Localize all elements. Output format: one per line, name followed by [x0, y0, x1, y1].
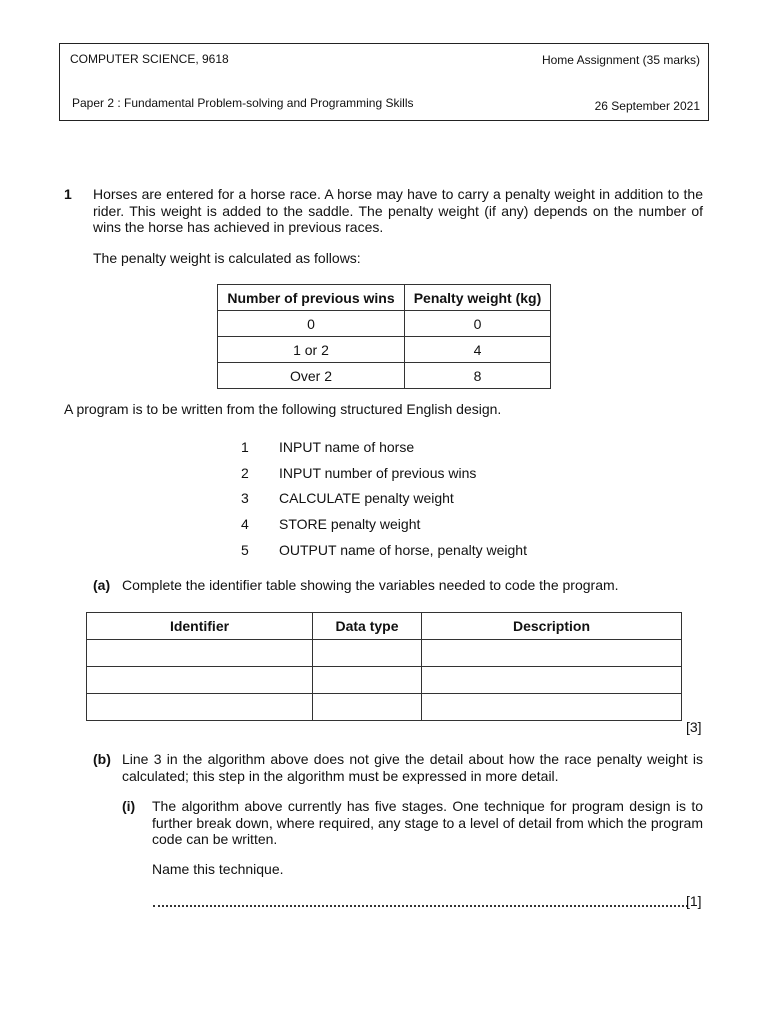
identifier-table	[86, 612, 682, 721]
assignment-date: 26 September 2021	[594, 99, 700, 113]
table-row	[218, 337, 551, 363]
table-row	[218, 363, 551, 389]
part-b-text: Line 3 in the algorithm above does not give the detail about how the race penalty weight is calculated; this step in the algorithm must be expressed in more detail.	[122, 751, 703, 784]
step-number: 4	[241, 516, 249, 532]
part-a-marks: [3]	[686, 719, 702, 735]
part-b-i-prompt: Name this technique.	[152, 861, 284, 877]
penalty-cell: Over 2	[218, 363, 405, 389]
penalty-cell: 0	[405, 311, 551, 337]
identifier-header: Identifier	[87, 613, 313, 640]
penalty-cell: 0	[218, 311, 405, 337]
identifier-cell[interactable]	[87, 640, 313, 667]
subject-code: COMPUTER SCIENCE, 9618	[70, 52, 229, 66]
identifier-cell[interactable]	[87, 694, 313, 721]
question-intro: Horses are entered for a horse race. A horse may have to carry a penalty weight in addition to the rider. This weight is added to the saddle. The penalty weight (if any) depends on the number of wins the horse has achieved in previous races.	[93, 186, 703, 235]
assignment-title: Home Assignment (35 marks)	[541, 53, 700, 67]
data-type-header: Data type	[313, 613, 422, 640]
table-row	[87, 694, 682, 721]
table-row	[87, 640, 682, 667]
step-text: OUTPUT name of horse, penalty weight	[279, 542, 527, 558]
data-type-cell[interactable]	[313, 667, 422, 694]
description-header: Description	[422, 613, 682, 640]
description-cell[interactable]	[422, 640, 682, 667]
part-b-i-text: The algorithm above currently has five stages. One technique for program design is to further break down, where required, any stage to a level of detail from which the program code can be written.	[152, 798, 703, 847]
step-text: STORE penalty weight	[279, 516, 421, 532]
penalty-table	[217, 284, 551, 389]
answer-line[interactable]	[153, 891, 688, 907]
description-cell[interactable]	[422, 694, 682, 721]
step-number: 5	[241, 542, 249, 558]
penalty-header-weight: Penalty weight (kg)	[405, 285, 551, 311]
part-a-label: (a)	[93, 577, 111, 593]
design-intro: A program is to be written from the following structured English design.	[64, 401, 502, 417]
table-row	[218, 311, 551, 337]
data-type-cell[interactable]	[313, 640, 422, 667]
part-b-label: (b)	[93, 751, 111, 767]
paper-title: Paper 2 : Fundamental Problem-solving and Programming Skills	[72, 96, 414, 110]
part-b-i-marks: [1]	[686, 893, 702, 909]
part-a-text: Complete the identifier table showing the variables needed to code the program.	[122, 577, 619, 593]
header-box	[59, 43, 709, 121]
step-number: 2	[241, 465, 249, 481]
data-type-cell[interactable]	[313, 694, 422, 721]
step-text: CALCULATE penalty weight	[279, 490, 454, 506]
table-row	[87, 667, 682, 694]
step-number: 1	[241, 439, 249, 455]
identifier-cell[interactable]	[87, 667, 313, 694]
step-number: 3	[241, 490, 249, 506]
penalty-cell: 4	[405, 337, 551, 363]
description-cell[interactable]	[422, 667, 682, 694]
penalty-cell: 8	[405, 363, 551, 389]
step-text: INPUT name of horse	[279, 439, 415, 455]
calc-intro: The penalty weight is calculated as follows:	[93, 250, 361, 266]
part-b-i-label: (i)	[122, 798, 136, 814]
step-text: INPUT number of previous wins	[279, 465, 477, 481]
question-number: 1	[64, 186, 72, 202]
penalty-cell: 1 or 2	[218, 337, 405, 363]
penalty-header-wins: Number of previous wins	[218, 285, 405, 311]
